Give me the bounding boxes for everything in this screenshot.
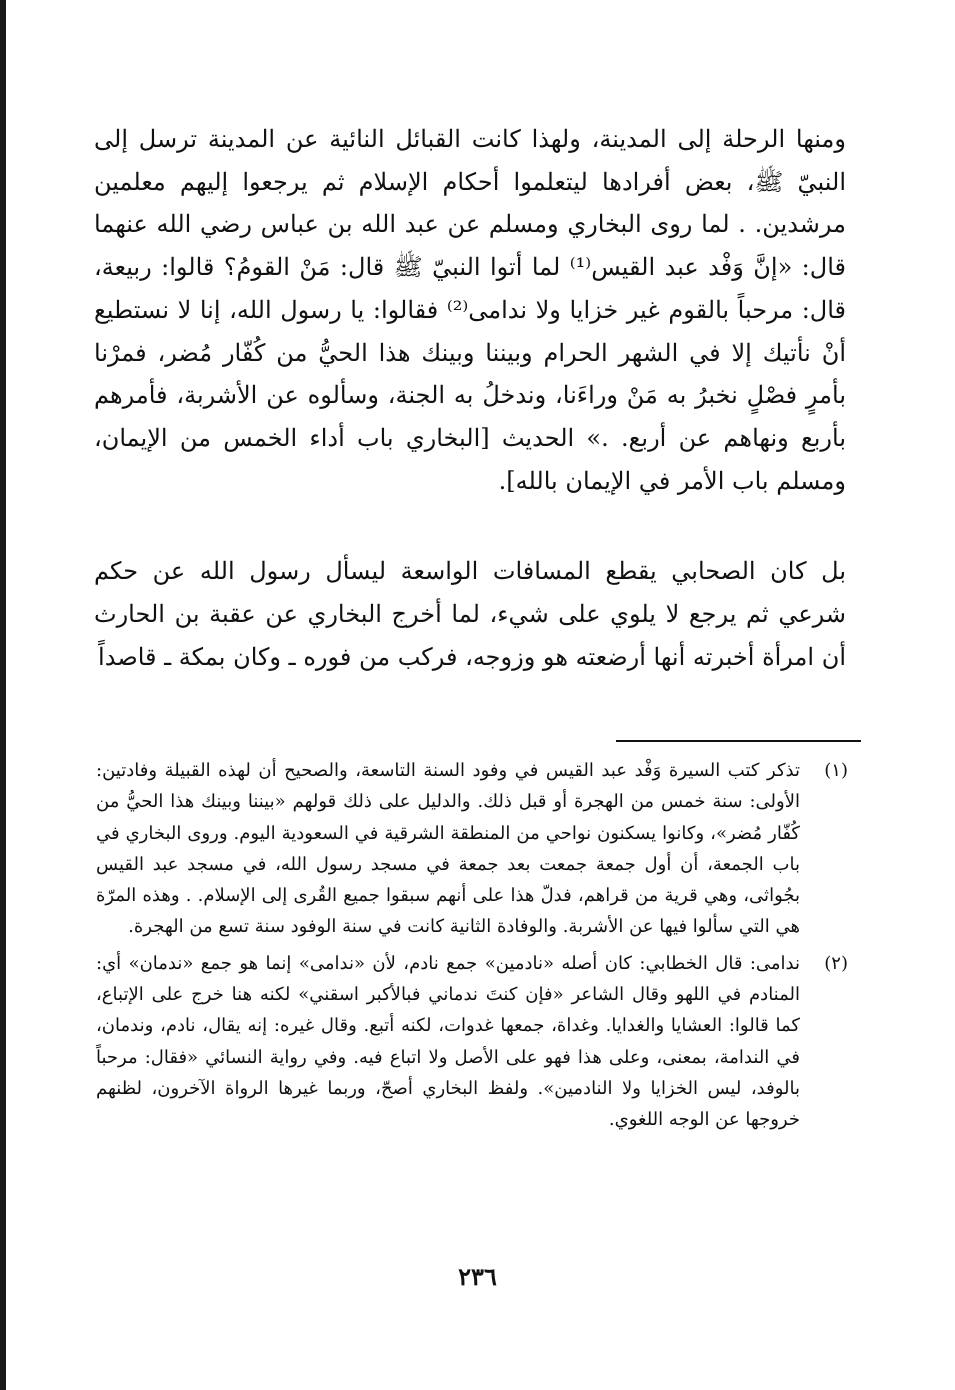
main-text: [94, 118, 846, 678]
body-paragraph: ومنها الرحلة إلى المدينة، ولهذا كانت القبائل النائية عن المدينة ترسل إلى النبيّ ﷺ، بعض أفرادها ليتعلموا أحكام الإسلام ثم يرجعوا إليهم معلمين مرشدين. . لما روى البخاري ومسلم عن عبد الله بن عباس رضي الله عنهما قال: «إنَّ وَفْد عبد القيس⁽¹⁾ لما أتوا النبيّ ﷺ قال: مَنْ القومُ؟ قالوا: ربيعة، قال: مرحباً بالقوم غير خزايا ولا ندامى⁽²⁾ فقالوا: يا رسول الله، إنا لا نستطيع أنْ نأتيك إلا في الشهر الحرام وبيننا وبينك هذا الحيُّ من كُفّار مُضر، فمرْنا بأمرٍ فصْلٍ نخبرُ به مَنْ وراءَنا، وندخلُ به الجنة، وسألوه عن الأشربة، فأمرهم بأربع ونهاهم عن أربع. .» الحديث [البخاري باب أداء الخمس من الإيمان، ومسلم باب الأمر في الإيمان بالله].: [94, 125, 846, 495]
footnote: [96, 948, 848, 1136]
footnote-number: (٢): [824, 952, 848, 974]
footnote-text: تذكر كتب السيرة وَفْد عبد القيس في وفود السنة التاسعة، والصحيح أن لهذه القبيلة وفادتين: الأولى: سنة خمس من الهجرة أو قبل ذلك. والدليل على ذلك قولهم «بيننا وبينك هذا الحيُّ من كُفّار مُضر»، وكانوا يسكنون نواحي من المنطقة الشرقية في السعودية اليوم. وروى البخاري في باب الجمعة، أن أول جمعة جمعت بعد جمعة في مسجد رسول الله، في مسجد عبد القيس بجُواثى، وهي قرية من قراهم، فدلّ هذا على أنهم سبقوا جميع القُرى إلى الإسلام. . وهذه المرّة هي التي سألوا فيها عن الأشربة. والوفادة الثانية كانت في سنة الوفود سنة تسع من الهجرة.: [96, 760, 800, 938]
footnote-number: (١): [824, 760, 848, 781]
footnote-separator: [616, 740, 861, 742]
body-paragraph: بل كان الصحابي يقطع المسافات الواسعة ليسأل رسول الله عن حكم شرعي ثم يرجع لا يلوي على شيء، لما أخرج البخاري عن عقبة بن الحارث أن امرأة أخبرته أنها أرضعته هو وزوجه، فركب من فوره ـ وكان بمكة ـ قاصداً: [94, 557, 846, 671]
footnote: [96, 755, 848, 943]
footnote-text: ندامى: قال الخطابي: كان أصله «نادمين» جمع نادم، لأن «ندامى» إنما هو جمع «ندمان» أي: المنادم في اللهو وقال الشاعر «فإن كنتَ ندماني فبالأكبر اسقني» لكنه هنا خرج على الإتباع، كما قالوا: العشايا والغدايا. وغداة، جمعها غدوات، لكنه أتبع. وقال غيره: إنه يقال، نادم، وندمان، في الندامة، بمعنى، وعلى هذا فهو على الأصل ولا اتباع فيه. وفي رواية النسائي «فقال: مرحباً بالوفد، ليس الخزايا ولا النادمين». ولفظ البخاري أصحّ، وربما غيرها الرواة الآخرون، لظنهم خروجها عن الوجه اللغوي.: [96, 952, 800, 1131]
scan-page-edge: [0, 0, 6, 1390]
page-number: ٢٣٦: [458, 1262, 497, 1291]
footnotes: [96, 755, 848, 1141]
